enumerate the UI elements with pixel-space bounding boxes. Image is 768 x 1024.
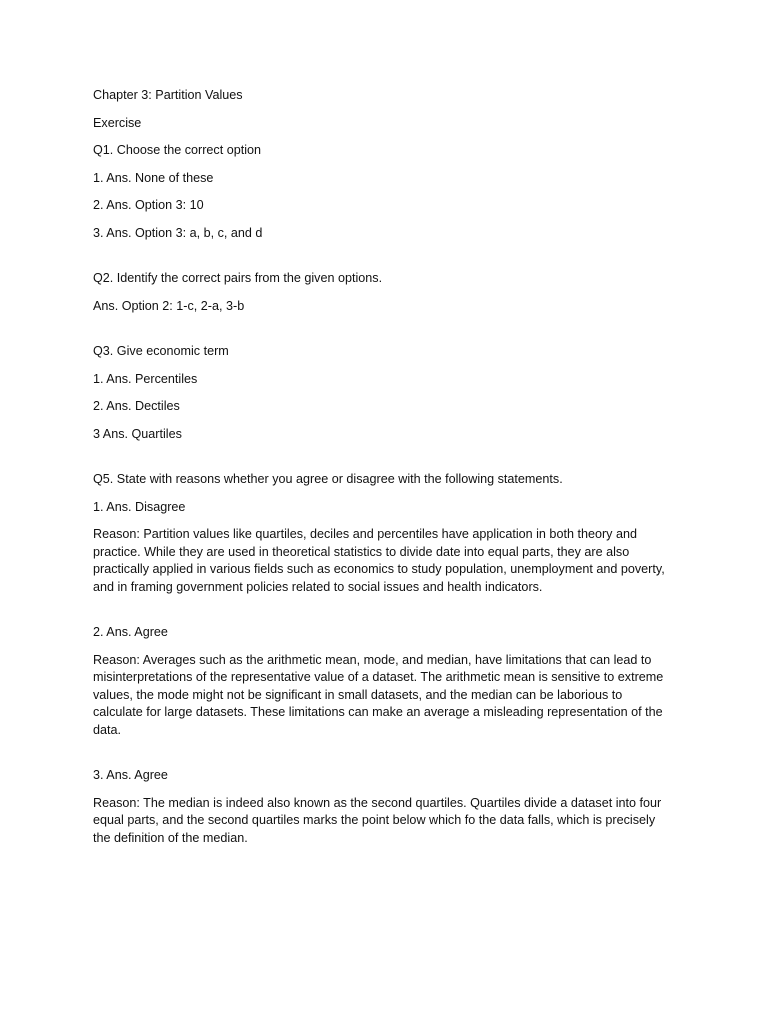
paragraph-spacer <box>93 606 673 624</box>
paragraph-spacer <box>93 325 673 343</box>
q3-question: Q3. Give economic term <box>93 343 229 358</box>
q3-answer-2: 2. Ans. Dectiles <box>93 399 180 414</box>
q5-reason-3: Reason: The median is indeed also known as the second quartiles. Quartiles divide a dataset into four equal parts, and the second quartiles marks the point below which fo the data falls, which is precisely the definition of the median. <box>93 795 662 845</box>
q3-answer-3: 3 Ans. Quartiles <box>93 426 182 441</box>
document-page <box>93 87 673 858</box>
q5-question: Q5. State with reasons whether you agree or disagree with the following statements. <box>93 471 563 486</box>
q1-question: Q1. Choose the correct option <box>93 143 262 158</box>
q5-reason-2: Reason: Averages such as the arithmetic mean, mode, and median, have limitations that can lead to misinterpretations of the representative value of a dataset. The arithmetic mean is sensitive to extreme values, the mode might not be significant in small datasets, and the median can be laborious to calculate for large datasets. These limitations can make an average a misleading representation of the data. <box>93 652 664 738</box>
chapter-title: Chapter 3: Partition Values <box>93 88 243 102</box>
q5-answer-2: 2. Ans. Agree <box>93 625 168 640</box>
paragraph-spacer <box>93 253 673 271</box>
q1-answer-3: 3. Ans. Option 3: a, b, c, and d <box>93 225 263 240</box>
q5-answer-1: 1. Ans. Disagree <box>93 499 186 514</box>
q3-answer-1: 1. Ans. Percentiles <box>93 371 198 386</box>
q5-reason-1: Reason: Partition values like quartiles, deciles and percentiles have application in both theory and practice. While they are used in theoretical statistics to divide date into equal parts, they are also practically applied in various fields such as economics to study population, unemployment and poverty, and in framing government policies related to social issues and health indicators. <box>93 527 665 594</box>
paragraph-spacer <box>93 750 673 768</box>
exercise-label: Exercise <box>93 115 142 130</box>
q1-answer-2: 2. Ans. Option 3: 10 <box>93 198 204 213</box>
q2-question: Q2. Identify the correct pairs from the given options. <box>93 271 383 286</box>
paragraph-spacer <box>93 453 673 471</box>
q5-answer-3: 3. Ans. Agree <box>93 768 168 783</box>
q1-answer-1: 1. Ans. None of these <box>93 170 214 185</box>
q2-answer: Ans. Option 2: 1-c, 2-a, 3-b <box>93 298 245 313</box>
